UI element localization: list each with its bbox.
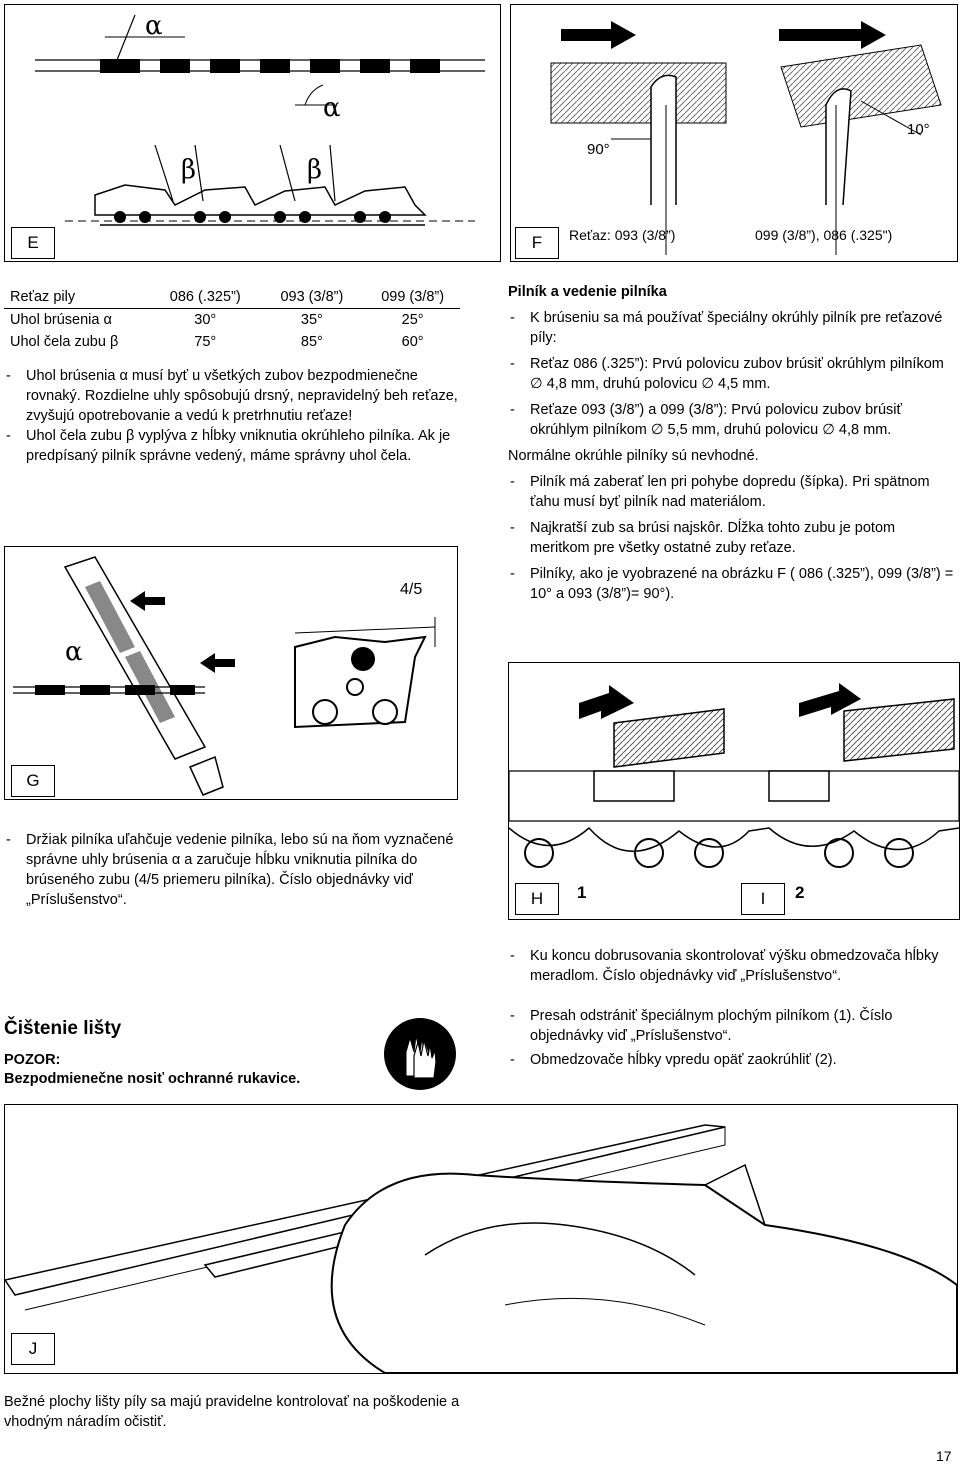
- depth-gauge-notes: [508, 946, 958, 1070]
- spec-row: [4, 331, 460, 353]
- bar-cleaning-note: Bežné plochy lišty píly sa majú pravidelne kontrolovať na poškodenie a vhodným náradím očistiť.: [4, 1394, 460, 1430]
- spec-header-cell: 093 (3/8”): [259, 286, 360, 309]
- spec-cell: 30°: [194, 312, 217, 328]
- figure-hi-frame: [508, 662, 960, 920]
- depth-bullet: - Ku koncu dobrusovania skontrolovať výšku obmedzovača hĺbky meradlom. Číslo objednávky viď „Príslušenstvo“.: [508, 946, 958, 986]
- file-bullet: - Pilník má zaberať len pri pohybe dopredu (šípka). Pri spätnom ťahu musí byť pilník nad materiálom.: [508, 472, 958, 512]
- figure-h-label: H: [515, 883, 559, 915]
- spec-cell: 25°: [401, 312, 424, 328]
- figure-e-label: E: [11, 227, 55, 259]
- warning-text: Bezpodmienečne nosiť ochranné rukavice.: [4, 1071, 301, 1087]
- figure-hi-illustration: [509, 663, 959, 919]
- figure-f-illustration: [511, 5, 957, 261]
- spec-header-cell: 099 (3/8”): [359, 286, 460, 309]
- callout-2: 2: [795, 883, 805, 902]
- spec-header-row: [4, 286, 460, 309]
- figure-j-frame: [4, 1104, 958, 1374]
- figure-j-label: J: [11, 1333, 55, 1365]
- file-bullet: - Reťaz 086 (.325”): Prvú polovicu zubov brúsiť okrúhlym pilníkom ∅ 4,8 mm, druhú polovicu ∅ 4,5 mm.: [508, 354, 958, 394]
- spec-cell: Uhol brúsenia α: [10, 312, 112, 328]
- file-bullet: - Reťaze 093 (3/8”) a 099 (3/8”): Prvú polovicu zubov brúsiť okrúhlym pilníkom ∅ 5,5 mm, druhú polovicu ∅ 4,8 mm.: [508, 400, 958, 440]
- spec-cell: 35°: [300, 312, 323, 328]
- page-number: 17: [936, 1448, 952, 1464]
- figure-i-label: I: [741, 883, 785, 915]
- file-bullet: - Pilníky, ako je vyobrazené na obrázku F ( 086 (.325”), 099 (3/8”) = 10° a 093 (3/8”)= 90°).: [508, 564, 958, 604]
- file-holder-note: - Držiak pilníka uľahčuje vedenie pilníka, lebo sú na ňom vyznačené správne uhly brúsenia α a zaručuje hĺbku vniknutia pilníka do brúseného zubu (4/5 priemeru pilníka). Číslo objednávky viď „Príslušenstvo“.: [4, 830, 456, 910]
- angle-notes: [4, 366, 460, 466]
- depth-bullet: - Presah odstrániť špeciálnym plochým pilníkom (1). Číslo objednávky viď „Príslušenstvo“.: [508, 1006, 958, 1046]
- cleaning-heading: Čištenie lišty: [4, 1018, 122, 1039]
- spec-cell: 75°: [194, 334, 217, 350]
- chain-spec-table: [4, 286, 460, 353]
- alpha-top-symbol: α: [145, 11, 163, 41]
- note-bullet: - Uhol brúsenia α musí byť u všetkých zubov bezpodmienečne rovnaký. Rozdielne uhly spôsobujú drsný, nepravidelný beh reťaze, zvyšujú opotrebovanie a vedú k pretrhnutiu reťaze!: [4, 366, 460, 426]
- spec-header-cell: 086 (.325”): [146, 286, 259, 309]
- figure-g-frame: [4, 546, 458, 800]
- spec-cell: 85°: [300, 334, 323, 350]
- warning-label: POZOR:: [4, 1052, 61, 1068]
- figure-e-illustration: [5, 5, 500, 261]
- spec-cell: 60°: [401, 334, 424, 350]
- spec-row: [4, 309, 460, 332]
- callout-1: 1: [577, 883, 587, 902]
- alpha-symbol: α: [65, 637, 83, 667]
- figure-j-illustration: [5, 1105, 957, 1373]
- chain-type-label-2: 099 (3/8”), 086 (.325"): [755, 227, 893, 243]
- spec-cell: Uhol čela zubu β: [10, 334, 119, 350]
- angle-10-label: 10°: [907, 121, 930, 138]
- beta-right-symbol: β: [307, 155, 323, 185]
- alpha-mid-symbol: α: [323, 93, 341, 123]
- note-bullet: - Uhol čela zubu β vyplýva z hĺbky vniknutia okrúhleho pilníka. Ak je predpísaný pilník správne vedený, máme správny uhol čela.: [4, 426, 460, 466]
- depth-bullet: - Obmedzovače hĺbky vpredu opäť zaokrúhliť (2).: [508, 1050, 958, 1070]
- spec-header-cell: Reťaz pily: [4, 286, 146, 309]
- file-bullet: - Najkratší zub sa brúsi najskôr. Dĺžka tohto zubu je potom meritkom pre všetky ostatné zuby reťaze.: [508, 518, 958, 558]
- figure-f-label: F: [515, 227, 559, 259]
- figure-e-frame: [4, 4, 501, 262]
- file-guide-section: [508, 282, 958, 604]
- file-note: Normálne okrúhle pilníky sú nevhodné.: [508, 448, 759, 464]
- gloves-icon: [384, 1018, 456, 1090]
- figure-f-frame: [510, 4, 958, 262]
- beta-left-symbol: β: [181, 155, 197, 185]
- depth-ratio-label: 4/5: [400, 581, 423, 598]
- file-guide-heading: Pilník a vedenie pilníka: [508, 284, 667, 300]
- figure-g-label: G: [11, 765, 55, 797]
- angle-90-label: 90°: [587, 141, 610, 158]
- figure-g-illustration: [5, 547, 457, 799]
- file-bullet: - K brúseniu sa má používať špeciálny okrúhly pilník pre reťazové píly:: [508, 308, 958, 348]
- chain-type-label: Reťaz: 093 (3/8”): [569, 227, 676, 243]
